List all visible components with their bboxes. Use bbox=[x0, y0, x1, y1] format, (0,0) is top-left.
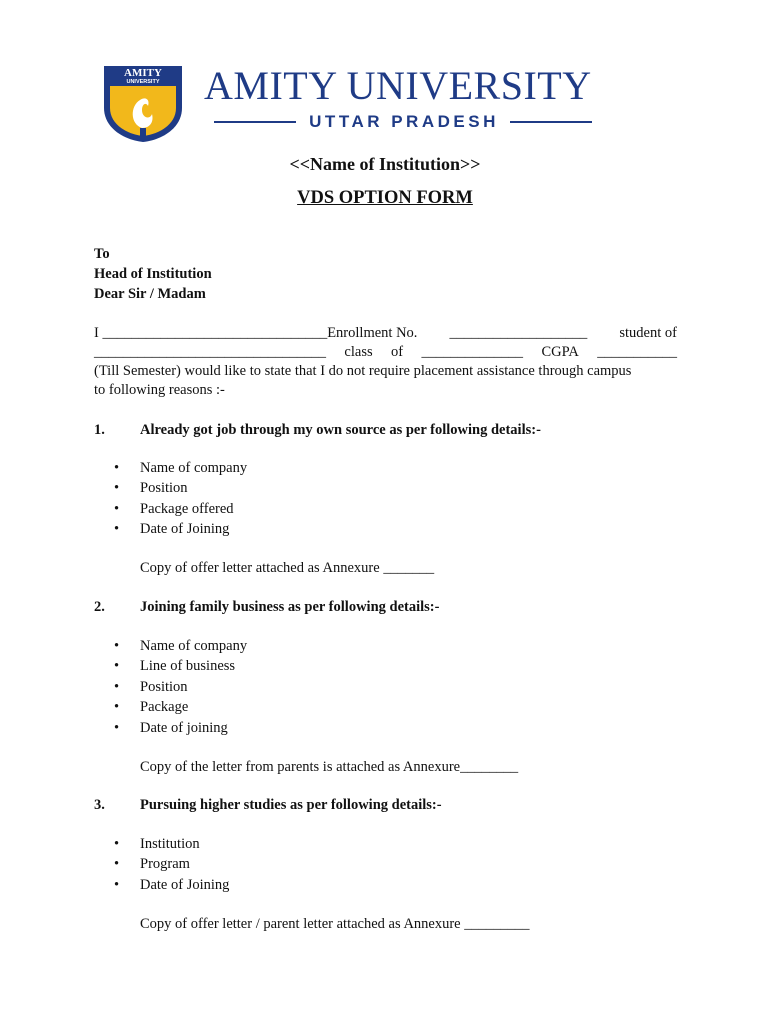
list-item: • Date of Joining bbox=[114, 875, 229, 895]
name-enrollment-blank[interactable]: I _______________________________Enrollment No. bbox=[94, 325, 418, 341]
list-item: • Line of business bbox=[114, 656, 247, 676]
cgpa-blank[interactable]: ___________ bbox=[597, 344, 677, 360]
declaration-line-3: (Till Semester) would like to state that I do not require placement assistance through campus bbox=[94, 363, 632, 379]
enrollment-number-blank[interactable]: ___________________ bbox=[449, 325, 588, 341]
class-blank[interactable]: ______________ bbox=[421, 344, 524, 360]
university-name: AMITY UNIVERSITY bbox=[204, 63, 592, 108]
section-3-heading: Pursuing higher studies as per following details:- bbox=[140, 797, 442, 813]
campus-banner bbox=[214, 110, 592, 134]
declaration-line-1 bbox=[94, 323, 677, 343]
program-blank[interactable]: ________________________________ bbox=[94, 344, 326, 360]
address-to: To bbox=[94, 246, 110, 262]
campus-right-rule bbox=[510, 121, 592, 123]
list-item: • Date of joining bbox=[114, 718, 247, 738]
list-item: • Package offered bbox=[114, 499, 247, 519]
section-1-number: 1. bbox=[94, 422, 105, 438]
section-2-heading: Joining family business as per following details:- bbox=[140, 599, 440, 615]
section-1-list bbox=[114, 458, 247, 540]
list-item: • Name of company bbox=[114, 458, 247, 478]
declaration-line-2 bbox=[94, 342, 677, 362]
list-item: • Program bbox=[114, 854, 229, 874]
section-2-list bbox=[114, 636, 247, 738]
section-2-number: 2. bbox=[94, 599, 105, 615]
declaration-line-4: to following reasons :- bbox=[94, 382, 225, 398]
list-item: • Name of company bbox=[114, 636, 247, 656]
amity-logo-shield bbox=[100, 62, 186, 144]
section-3-list bbox=[114, 834, 229, 895]
section-3-annexure-note: Copy of offer letter / parent letter attached as Annexure _________ bbox=[140, 916, 530, 932]
list-item: • Date of Joining bbox=[114, 519, 247, 539]
list-item: • Position bbox=[114, 677, 247, 697]
logo-text-top: AMITY bbox=[124, 67, 162, 79]
declaration-word: student of bbox=[619, 325, 677, 341]
list-item: • Package bbox=[114, 697, 247, 717]
declaration-word: class bbox=[344, 344, 373, 360]
institution-name: <<Name of Institution>> bbox=[289, 154, 481, 174]
declaration-word: of bbox=[391, 344, 404, 360]
list-item: • Position bbox=[114, 478, 247, 498]
address-recipient: Head of Institution bbox=[94, 266, 212, 282]
campus-name: UTTAR PRADESH bbox=[309, 112, 499, 131]
section-3-number: 3. bbox=[94, 797, 105, 813]
list-item: • Institution bbox=[114, 834, 229, 854]
section-1-heading: Already got job through my own source as per following details:- bbox=[140, 422, 541, 438]
section-2-annexure-note: Copy of the letter from parents is attached as Annexure________ bbox=[140, 759, 519, 775]
logo-text-bottom: UNIVERSITY bbox=[126, 79, 160, 85]
campus-left-rule bbox=[214, 121, 296, 123]
cgpa-label: CGPA bbox=[541, 344, 579, 360]
address-salutation: Dear Sir / Madam bbox=[94, 286, 206, 302]
section-1-annexure-note: Copy of offer letter attached as Annexure _______ bbox=[140, 560, 435, 576]
form-title: VDS OPTION FORM bbox=[297, 188, 473, 208]
